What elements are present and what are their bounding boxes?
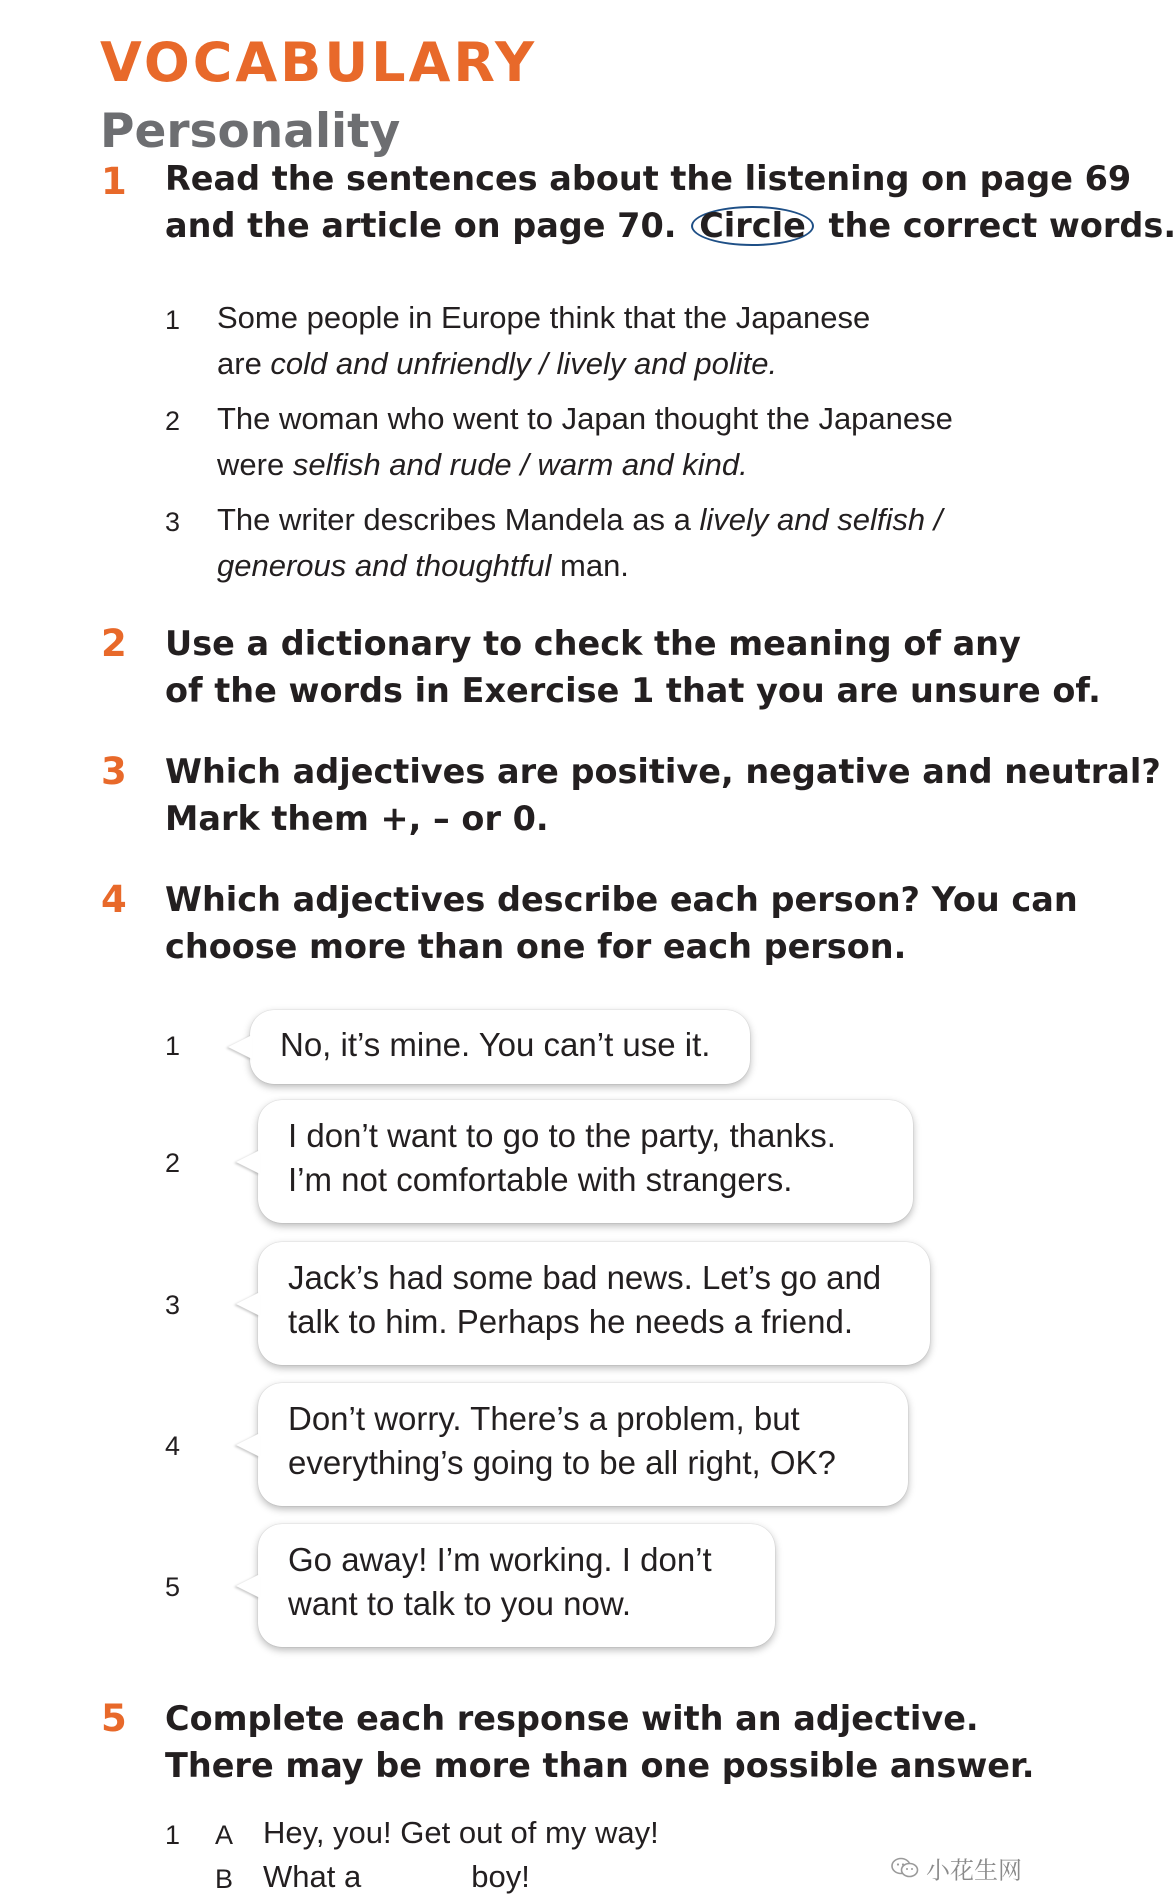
- item-line: [217, 497, 1067, 543]
- section-subtitle: Personality: [100, 104, 401, 159]
- watermark: [890, 1856, 1022, 1888]
- bubble-line: everything’s going to be all right, OK?: [288, 1444, 836, 1481]
- item-options: generous and thoughtful: [217, 548, 552, 583]
- section-title: VOCABULARY: [100, 31, 538, 94]
- speech-bubble-5: [258, 1524, 775, 1647]
- item-line: [217, 341, 1067, 387]
- speech-bubble-3: [258, 1242, 930, 1365]
- bubble-line: Jack’s had some bad news. Let’s go and: [288, 1259, 882, 1296]
- watermark-text: 小花生网: [926, 1857, 1022, 1885]
- item-text: were: [217, 447, 293, 482]
- instruction-line: Which adjectives are positive, negative and neutral?: [165, 752, 1161, 791]
- ex1-item-3: [217, 497, 1067, 589]
- instruction-line: Use a dictionary to check the meaning of any: [165, 624, 1021, 663]
- instruction-text: and the article on page 70.: [165, 206, 677, 245]
- wechat-icon: [890, 1856, 920, 1888]
- instruction-line: Mark them +, – or 0.: [165, 799, 549, 838]
- instruction-line: Complete each response with an adjective.: [165, 1699, 979, 1738]
- bubble-number: 4: [165, 1431, 181, 1461]
- instruction-line: There may be more than one possible answer.: [165, 1746, 1035, 1785]
- dialogue-line-a: Hey, you! Get out of my way!: [263, 1815, 659, 1850]
- answer-gap: [361, 1886, 471, 1887]
- exercise-2-instruction: [165, 620, 1101, 714]
- item-line: [217, 442, 1067, 488]
- bubble-number: 1: [165, 1031, 181, 1061]
- speech-bubble-2: [258, 1100, 913, 1223]
- ex1-item-number: 3: [165, 507, 181, 537]
- bubble-line: I’m not comfortable with strangers.: [288, 1161, 793, 1198]
- exercise-3-instruction: [165, 748, 1161, 842]
- item-text: The writer describes Mandela as a: [217, 502, 700, 537]
- speech-bubble-1: [250, 1010, 750, 1084]
- bubble-line: Go away! I’m working. I don’t: [288, 1541, 712, 1578]
- ex1-item-number: 2: [165, 406, 181, 436]
- bubble-line: want to talk to you now.: [288, 1585, 632, 1622]
- instruction-line: Read the sentences about the listening on page 69: [165, 159, 1132, 198]
- exercise-5-instruction: [165, 1695, 1070, 1789]
- instruction-line: Which adjectives describe each person? You can: [165, 880, 1078, 919]
- bubble-line: Don’t worry. There’s a problem, but: [288, 1400, 800, 1437]
- ex1-item-1: [217, 295, 1067, 387]
- instruction-line: of the words in Exercise 1 that you are unsure of.: [165, 671, 1101, 710]
- ex1-item-number: 1: [165, 305, 181, 335]
- item-options: selfish and rude / warm and kind.: [292, 447, 748, 482]
- item-options: cold and unfriendly / lively and polite.: [270, 346, 778, 381]
- bubble-line: I don’t want to go to the party, thanks.: [288, 1117, 836, 1154]
- exercise-1-instruction: [165, 155, 1176, 249]
- bubble-line: talk to him. Perhaps he needs a friend.: [288, 1303, 853, 1340]
- dialogue-text: What a: [263, 1859, 362, 1894]
- dialogue-text: boy!: [471, 1859, 530, 1894]
- item-options: lively and selfish /: [699, 502, 943, 537]
- item-text: man.: [551, 548, 629, 583]
- exercise-5-number: 5: [101, 1697, 127, 1740]
- bubble-number: 5: [165, 1572, 181, 1602]
- item-line: [217, 543, 1067, 589]
- instruction-text: the correct words.: [828, 206, 1176, 245]
- bubble-line: No, it’s mine. You can’t use it.: [280, 1026, 711, 1063]
- circle-example: Circle: [691, 206, 814, 246]
- bubble-number: 2: [165, 1148, 181, 1178]
- exercise-2-number: 2: [101, 622, 127, 665]
- exercise-1-number: 1: [101, 160, 127, 203]
- instruction-line: [165, 202, 1176, 249]
- exercise-4-number: 4: [101, 878, 127, 921]
- speech-bubble-4: [258, 1383, 908, 1506]
- exercise-4-instruction: [165, 876, 1078, 970]
- ex1-item-2: [217, 396, 1067, 488]
- bubble-number: 3: [165, 1290, 181, 1320]
- item-line: Some people in Europe think that the Japanese: [217, 300, 871, 335]
- ex5-item-number: 1: [165, 1820, 181, 1850]
- instruction-line: choose more than one for each person.: [165, 927, 907, 966]
- item-text: are: [217, 346, 271, 381]
- item-line: The woman who went to Japan thought the Japanese: [217, 401, 953, 436]
- speaker-a-label: A: [215, 1820, 234, 1850]
- speaker-b-label: B: [215, 1864, 234, 1894]
- exercise-3-number: 3: [101, 750, 127, 793]
